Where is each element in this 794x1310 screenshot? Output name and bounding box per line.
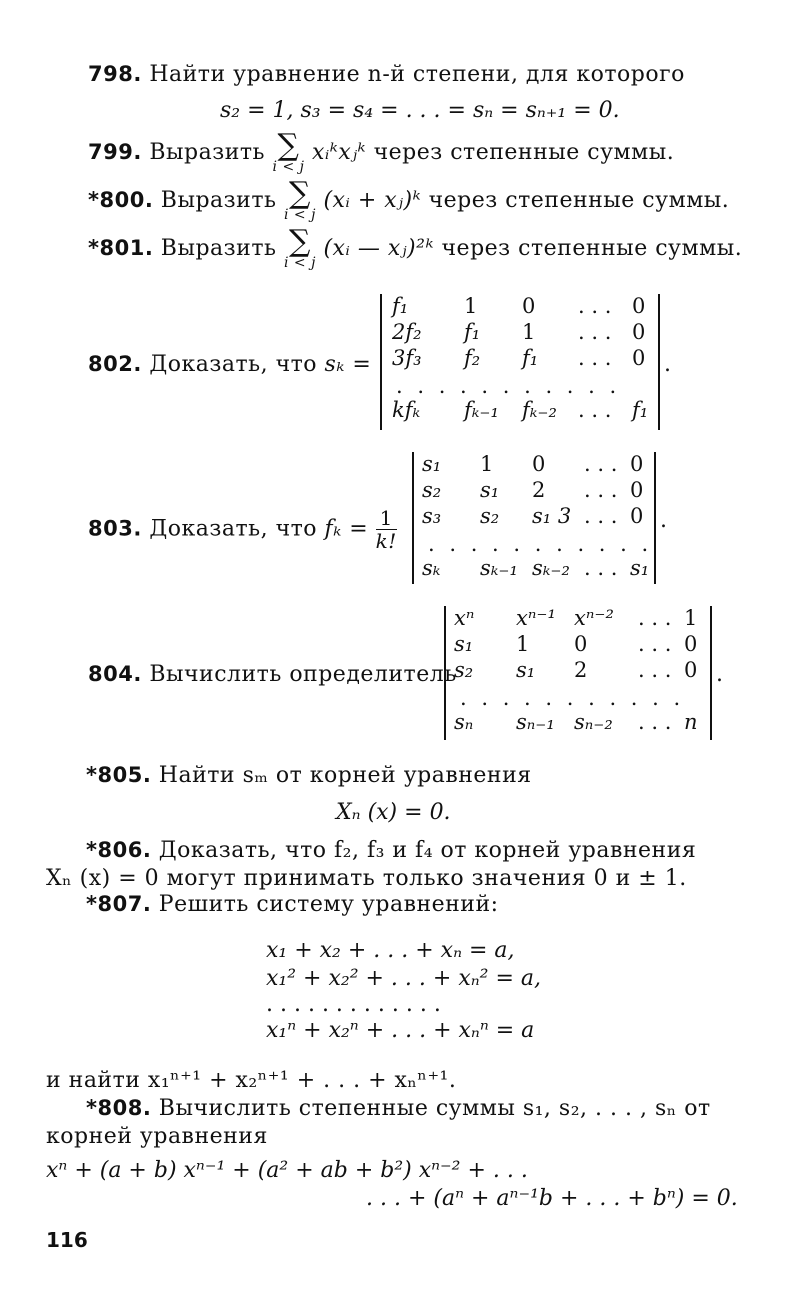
problem-text: Найти уравнение n-й степени, для которого xyxy=(149,62,685,87)
determinant-cell: 0 xyxy=(630,452,644,476)
problem-number: 803. xyxy=(88,516,142,541)
problem-text: Решить систему уравнений: xyxy=(158,892,499,917)
problem-number: 798. xyxy=(88,62,142,86)
system-ellipsis: . . . . . . . . . . . . . xyxy=(266,992,441,1017)
determinant-804 xyxy=(444,606,712,740)
fraction-numerator: 1 xyxy=(376,507,397,530)
problem-text: Выразить xyxy=(149,140,266,165)
determinant-cell: sₙ₋₁ xyxy=(516,710,555,734)
determinant-cell: 0 xyxy=(532,452,546,476)
determinant-cell: 0 xyxy=(630,504,644,528)
equation-lhs: sₖ = xyxy=(324,352,372,377)
problem-807 xyxy=(86,892,499,917)
problem-text: через степенные суммы. xyxy=(373,140,675,165)
problem-text: Доказать, что f₂, f₃ и f₄ от корней уравнения xyxy=(158,838,697,863)
determinant-803 xyxy=(412,452,656,584)
determinant-cell: 0 xyxy=(632,294,646,318)
problem-808-continued: корней уравнения xyxy=(46,1124,268,1149)
sum-symbol: ∑ i < j xyxy=(272,128,305,175)
determinant-cell: f₁ xyxy=(522,346,539,370)
determinant-cell: f₁ xyxy=(464,320,481,344)
determinant-cell: 0 xyxy=(684,632,698,656)
problem-text: Найти sₘ от корней уравнения xyxy=(158,763,532,788)
determinant-cell: s₂ xyxy=(454,658,474,682)
determinant-cell: sₖ₋₂ xyxy=(532,556,570,580)
determinant-cell: . . . xyxy=(638,658,672,682)
problem-number: *806. xyxy=(86,838,152,862)
equation-808-line1: xⁿ + (a + b) xⁿ⁻¹ + (a² + ab + b²) xⁿ⁻² + . . . xyxy=(46,1158,528,1183)
period: . xyxy=(660,508,667,533)
problem-text: Выразить xyxy=(160,236,277,261)
determinant-cell: sₙ₋₂ xyxy=(574,710,613,734)
problem-805 xyxy=(86,763,532,788)
determinant-cell: 0 xyxy=(632,320,646,344)
sum-limit: i < j xyxy=(283,207,316,223)
determinant-cell: 1 xyxy=(480,452,494,476)
problem-text: Доказать, что xyxy=(149,352,318,377)
determinant-cell: xⁿ⁻¹ xyxy=(516,606,556,630)
equation-805: Xₙ (x) = 0. xyxy=(336,800,451,825)
determinant-cell: s₂ xyxy=(422,478,442,502)
determinant-cell: s₁ xyxy=(422,452,442,476)
determinant-cell: 1 xyxy=(516,632,530,656)
determinant-cell: xⁿ xyxy=(454,606,475,630)
sum-expression: xᵢᵏxⱼᵏ xyxy=(311,140,367,165)
problem-798 xyxy=(88,62,685,87)
problem-number: *805. xyxy=(86,763,152,787)
fraction xyxy=(376,507,397,552)
determinant-cell: s₁ xyxy=(454,632,474,656)
problem-text: Вычислить степенные суммы s₁, s₂, . . . , sₙ от xyxy=(158,1096,711,1121)
determinant-cell: s₁ xyxy=(630,556,650,580)
sum-symbol: ∑ i < j xyxy=(283,224,316,271)
sum-symbol: ∑ i < j xyxy=(283,176,316,223)
system-equation-1: x₁ + x₂ + . . . + xₙ = a, xyxy=(266,938,515,963)
problem-801 xyxy=(88,224,743,271)
problem-799 xyxy=(88,128,675,175)
equation-798: s₂ = 1, s₃ = s₄ = . . . = sₙ = sₙ₊₁ = 0. xyxy=(220,98,620,123)
problem-number: 802. xyxy=(88,352,142,376)
determinant-802 xyxy=(380,294,660,430)
determinant-cell: . . . xyxy=(584,556,618,580)
determinant-cell: f₁ xyxy=(632,398,649,422)
determinant-cell: n xyxy=(684,710,698,734)
determinant-cell: sₖ xyxy=(422,556,441,580)
determinant-cell: . . . xyxy=(584,452,618,476)
determinant-cell: 0 xyxy=(632,346,646,370)
problem-802 xyxy=(88,352,371,377)
problem-804 xyxy=(88,662,457,687)
determinant-cell: fₖ₋₁ xyxy=(464,398,499,422)
determinant-cell: 0 xyxy=(574,632,588,656)
determinant-cell: 1 xyxy=(522,320,536,344)
determinant-cell: . . . xyxy=(578,294,612,318)
determinant-cell: f₂ xyxy=(464,346,481,370)
problem-803 xyxy=(88,507,397,552)
page-number: 116 xyxy=(46,1228,88,1252)
period: . xyxy=(716,662,723,687)
determinant-cell: f₁ xyxy=(392,294,409,318)
problem-number: *801. xyxy=(88,236,154,260)
problem-text: через степенные суммы. xyxy=(441,236,743,261)
problem-number: *800. xyxy=(88,188,154,212)
determinant-dots-row: . . . . . . . . . . . xyxy=(396,374,621,398)
sum-expression: (xᵢ — xⱼ)²ᵏ xyxy=(323,236,434,261)
problem-text: через степенные суммы. xyxy=(428,188,730,213)
period: . xyxy=(664,352,671,377)
determinant-cell: . . . xyxy=(638,710,672,734)
determinant-dots-row: . . . . . . . . . . . xyxy=(460,686,685,710)
determinant-cell: . . . xyxy=(638,632,672,656)
determinant-cell: 1 xyxy=(464,294,478,318)
determinant-cell: s₁ 3 xyxy=(532,504,572,528)
determinant-cell: fₖ₋₂ xyxy=(522,398,557,422)
determinant-cell: 2 xyxy=(574,658,588,682)
problem-806 xyxy=(86,838,696,863)
fraction-denominator: k! xyxy=(375,529,397,553)
determinant-cell: xⁿ⁻² xyxy=(574,606,614,630)
problem-number: 804. xyxy=(88,662,142,686)
determinant-cell: s₂ xyxy=(480,504,500,528)
determinant-cell: 0 xyxy=(522,294,536,318)
determinant-cell: s₁ xyxy=(480,478,500,502)
problem-807-continued: и найти x₁ⁿ⁺¹ + x₂ⁿ⁺¹ + . . . + xₙⁿ⁺¹. xyxy=(46,1068,457,1093)
problem-number: *808. xyxy=(86,1096,152,1120)
determinant-cell: . . . xyxy=(638,606,672,630)
problem-806-continued: Xₙ (x) = 0 могут принимать только значения 0 и ± 1. xyxy=(46,866,687,891)
determinant-cell: 0 xyxy=(684,658,698,682)
sum-expression: (xᵢ + xⱼ)ᵏ xyxy=(323,188,422,213)
determinant-cell: . . . xyxy=(584,504,618,528)
determinant-cell: . . . xyxy=(578,398,612,422)
problem-800 xyxy=(88,176,730,223)
problem-number: 799. xyxy=(88,140,142,164)
problem-text: Доказать, что xyxy=(149,516,318,542)
sum-limit: i < j xyxy=(272,159,305,175)
determinant-cell: kfₖ xyxy=(392,398,421,422)
problem-number: *807. xyxy=(86,892,152,916)
determinant-cell: sₙ xyxy=(454,710,474,734)
system-equation-n: x₁ⁿ + x₂ⁿ + . . . + xₙⁿ = a xyxy=(266,1018,535,1043)
determinant-cell: sₖ₋₁ xyxy=(480,556,518,580)
equation-lhs: fₖ = xyxy=(324,516,369,542)
determinant-dots-row: . . . . . . . . . . . xyxy=(428,532,653,556)
determinant-cell: . . . xyxy=(578,346,612,370)
determinant-cell: . . . xyxy=(584,478,618,502)
determinant-cell: 1 xyxy=(684,606,698,630)
determinant-cell: s₁ xyxy=(516,658,536,682)
problem-text: Выразить xyxy=(160,188,277,213)
sum-limit: i < j xyxy=(283,255,316,271)
problem-text: Вычислить определитель xyxy=(149,662,457,687)
equation-808-line2: . . . + (aⁿ + aⁿ⁻¹b + . . . + bⁿ) = 0. xyxy=(366,1186,738,1211)
problem-808 xyxy=(86,1096,711,1121)
system-equation-2: x₁² + x₂² + . . . + xₙ² = a, xyxy=(266,966,541,991)
determinant-cell: 2 xyxy=(532,478,546,502)
determinant-cell: 0 xyxy=(630,478,644,502)
determinant-cell: 3f₃ xyxy=(392,346,422,370)
determinant-cell: . . . xyxy=(578,320,612,344)
determinant-cell: s₃ xyxy=(422,504,442,528)
determinant-cell: 2f₂ xyxy=(392,320,422,344)
